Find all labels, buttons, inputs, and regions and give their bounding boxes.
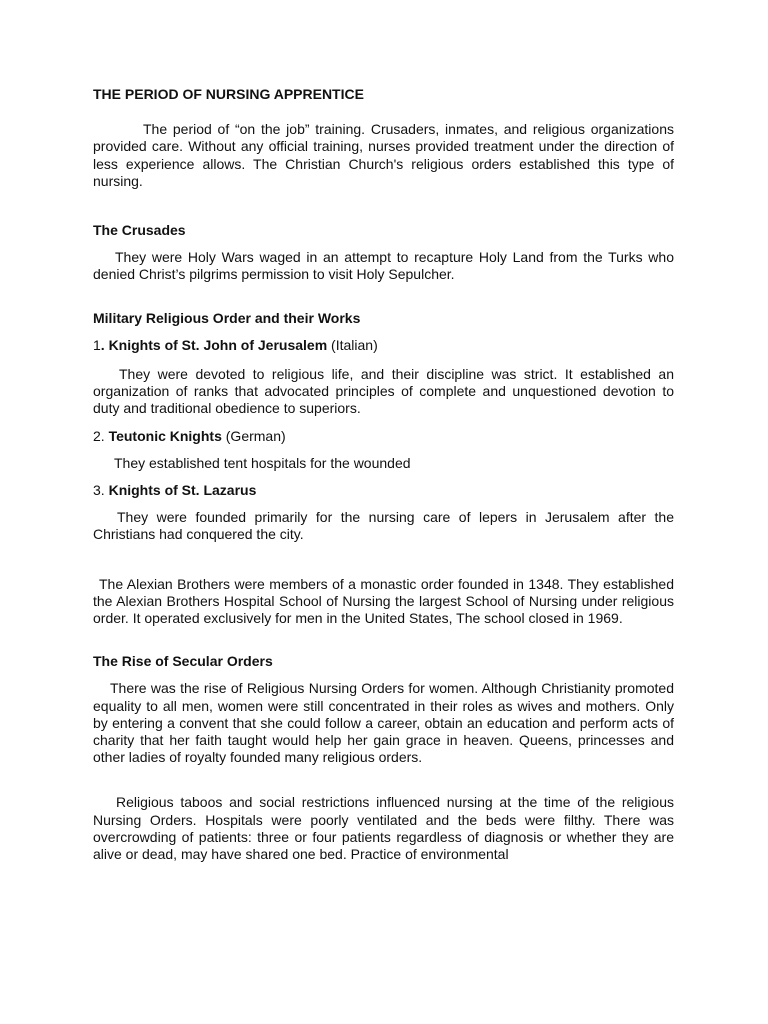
document-page <box>93 86 674 863</box>
secular-heading: The Rise of Secular Orders <box>93 653 273 670</box>
order-3-heading <box>93 482 674 499</box>
order-3-name: Knights of St. Lazarus <box>108 482 257 499</box>
order-2-origin: (German) <box>221 427 286 444</box>
order-3-paragraph: They were founded primarily for the nursing care of lepers in Jerusalem after the Christians had conquered the city. <box>93 509 674 543</box>
order-1-number: 1 <box>93 336 101 353</box>
military-heading: Military Religious Order and their Works <box>93 309 361 326</box>
document-title: THE PERIOD OF NURSING APPRENTICE <box>93 86 364 102</box>
order-2-number: 2. <box>93 427 109 444</box>
order-1-name: . Knights of St. John of Jerusalem <box>100 336 328 353</box>
order-1-heading <box>93 337 674 354</box>
secular-paragraph-1: There was the rise of Religious Nursing Orders for women. Although Christianity promoted equality to all men, women were still concentrated in their roles as wives and mothers. Only by entering a convent that she could follow a career, obtain an education and perform acts of charity that her faith taught would help her gain grace in heaven. Queens, princesses and other ladies of royalty founded many religious orders. <box>93 680 674 766</box>
intro-paragraph: The period of “on the job” training. Crusaders, inmates, and religious organizations provided care. Without any official training, nurses provided treatment under the direction of less experience allows. The Christian Church's religious orders established this type of nursing. <box>93 121 674 189</box>
order-3-number: 3. <box>93 482 109 499</box>
order-1-paragraph: They were devoted to religious life, and their discipline was strict. It established an organization of ranks that advocated principles of complete and unquestioned devotion to duty and traditional obedience to superiors. <box>93 366 674 417</box>
order-1-origin: (Italian) <box>327 336 378 353</box>
secular-paragraph-2: Religious taboos and social restrictions influenced nursing at the time of the religious Nursing Orders. Hospitals were poorly ventilated and the beds were filthy. There was overcrowding of patients: three or four patients regardless of diagnosis or whether they are alive or dead, may have shared one bed. Practice of environmental <box>93 794 674 863</box>
order-2-name: Teutonic Knights <box>108 427 222 444</box>
order-2-paragraph: They established tent hospitals for the wounded <box>114 454 411 471</box>
crusades-heading: The Crusades <box>93 222 186 239</box>
crusades-paragraph: They were Holy Wars waged in an attempt to recapture Holy Land from the Turks who denied Christ’s pilgrims permission to visit Holy Sepulcher. <box>93 249 674 283</box>
alexian-paragraph: The Alexian Brothers were members of a monastic order founded in 1348. They established the Alexian Brothers Hospital School of Nursing the largest School of Nursing under religious order. It operated exclusively for men in the United States, The school closed in 1969. <box>93 575 674 627</box>
order-2-heading <box>93 428 674 445</box>
